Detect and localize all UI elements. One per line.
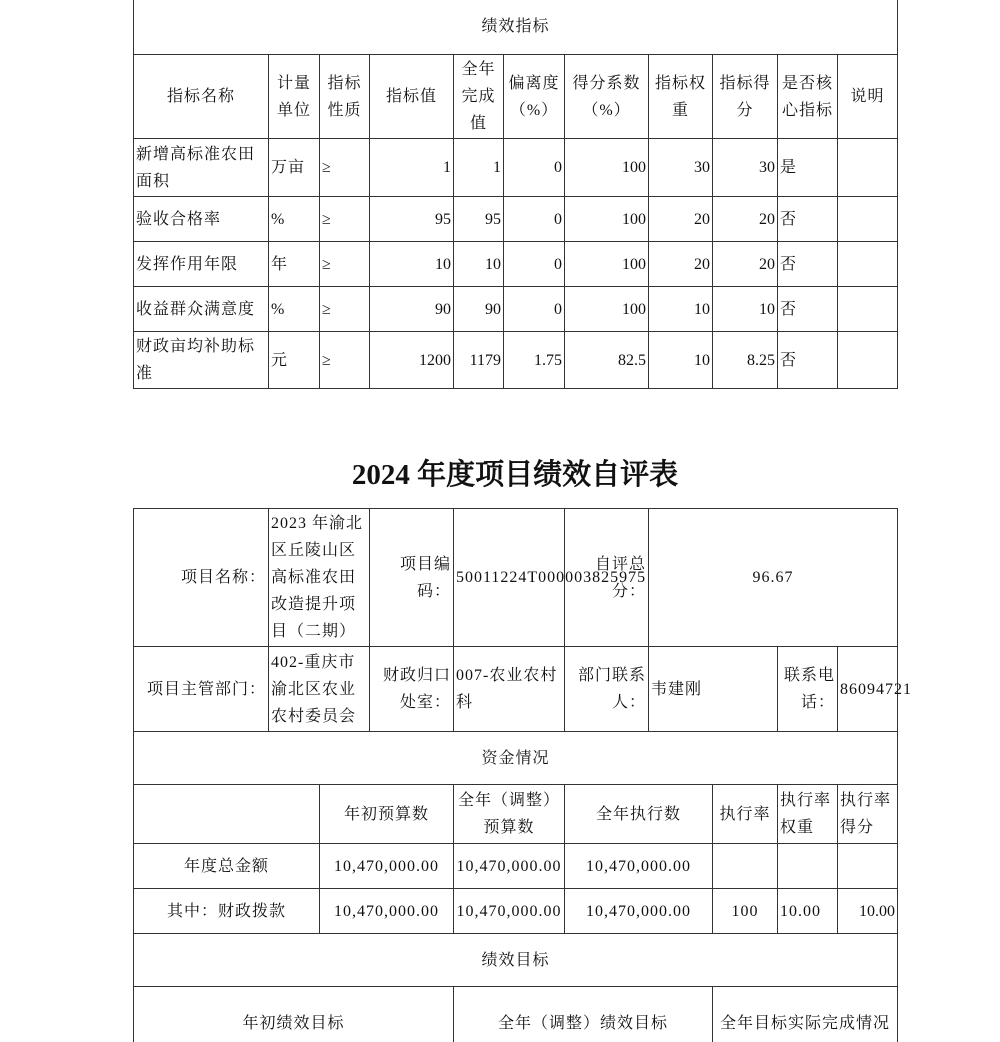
funds-cell-text: 10,470,000.00	[334, 902, 439, 920]
funds-cell	[319, 843, 454, 889]
goals-header	[453, 986, 713, 1042]
funds-cell	[564, 888, 713, 934]
indicator-cell-text: 财政亩均补助标准	[136, 338, 256, 382]
funds-header-text: 执行率权重	[780, 792, 832, 836]
indicator-cell-text: 1	[493, 159, 501, 176]
indicators-section-title-text: 绩效指标	[481, 18, 550, 35]
project-code-value-text: 50011224T000003825975	[456, 569, 647, 586]
indicator-cell-text: 是	[780, 159, 798, 176]
indicator-cell	[369, 331, 454, 389]
indicator-cell-text: ≥	[322, 159, 332, 176]
funds-section-title-text: 资金情况	[481, 749, 550, 767]
indicator-cell-text: 82.5	[618, 351, 646, 369]
indicator-cell	[648, 138, 713, 197]
funds-cell-text: 100	[731, 902, 759, 920]
funds-header-text: 执行率得分	[840, 792, 892, 836]
funds-cell	[712, 843, 778, 889]
funds-header	[319, 784, 454, 844]
indicator-cell	[133, 331, 269, 389]
project-code-label-text: 项目编码：	[399, 555, 451, 600]
indicator-cell-text: 1	[443, 159, 451, 176]
indicator-header	[369, 54, 454, 139]
indicator-cell-text: %	[271, 210, 286, 228]
funds-header	[712, 784, 778, 844]
dept-value	[268, 646, 370, 732]
indicator-cell-text: 100	[622, 255, 646, 273]
form-title: 2024 年度项目绩效自评表	[351, 459, 679, 491]
indicator-cell-text: %	[271, 300, 286, 318]
indicator-cell	[503, 138, 565, 197]
indicator-header-text: 计量单位	[276, 74, 311, 119]
funds-cell	[837, 888, 898, 934]
indicator-cell	[777, 138, 838, 197]
indicator-cell	[712, 196, 778, 242]
indicator-cell	[777, 331, 838, 389]
indicator-cell	[453, 196, 504, 242]
phone-value-text: 86094721	[840, 680, 912, 698]
indicator-header-text: 说明	[850, 88, 885, 105]
indicator-cell	[564, 138, 649, 197]
project-name-label	[133, 508, 269, 647]
indicator-cell-text: 10	[759, 300, 775, 318]
indicator-header-text: 全年完成值	[461, 61, 496, 132]
indicator-cell-text: ≥	[322, 210, 332, 228]
funds-cell-text: 10,470,000.00	[456, 857, 562, 875]
indicator-cell-text: 30	[759, 159, 775, 176]
indicator-cell-text: 否	[780, 351, 798, 369]
indicator-cell-text: 0	[554, 210, 562, 228]
funds-header	[777, 784, 838, 844]
contact-value	[648, 646, 778, 732]
funds-cell-text: 10.00	[859, 902, 895, 920]
indicator-cell-text: 收益群众满意度	[136, 300, 256, 318]
contact-label-text: 部门联系人：	[577, 667, 646, 711]
dept-value-text: 402-重庆市渝北区农业农村委员会	[271, 653, 357, 725]
dept-label-text: 项目主管部门：	[146, 680, 266, 698]
project-name-value-text: 2023 年渝北区丘陵山区高标准农田改造提升项目（二期）	[271, 515, 364, 640]
indicator-cell	[648, 331, 713, 389]
funds-cell	[319, 888, 454, 934]
indicator-cell	[777, 241, 838, 287]
funds-cell-text: 10.00	[780, 902, 821, 920]
indicator-header-text: 指标性质	[327, 74, 362, 119]
goals-header-text: 年初绩效目标	[242, 1015, 345, 1032]
indicator-cell-text: 100	[622, 210, 646, 228]
contact-value-text: 韦建刚	[651, 680, 703, 698]
funds-header-text: 全年（调整）预算数	[457, 792, 560, 836]
indicator-header	[837, 54, 898, 139]
funds-cell	[712, 888, 778, 934]
funds-cell	[453, 843, 565, 889]
funds-header	[453, 784, 565, 844]
indicator-cell	[837, 241, 898, 287]
indicator-cell	[453, 241, 504, 287]
indicator-cell-text: 否	[780, 255, 798, 273]
indicator-cell-text: 否	[780, 300, 798, 318]
funds-cell-text: 年度总金额	[183, 857, 269, 875]
indicator-cell	[133, 138, 269, 197]
funds-cell-text: 10,470,000.00	[456, 902, 562, 920]
indicator-header	[564, 54, 649, 139]
score-value-text: 96.67	[752, 569, 794, 586]
indicators-section-title	[133, 0, 898, 55]
phone-label-text: 联系电话：	[783, 667, 835, 711]
indicator-cell-text: 10	[435, 255, 451, 273]
indicator-cell-text: 1179	[469, 351, 501, 369]
indicator-header	[133, 54, 269, 139]
indicator-cell	[837, 138, 898, 197]
indicator-cell-text: 否	[780, 210, 798, 228]
indicator-cell-text: 100	[622, 300, 646, 318]
indicator-header	[319, 54, 370, 139]
indicator-cell	[503, 196, 565, 242]
indicator-cell-text: 0	[554, 159, 562, 176]
indicator-cell	[133, 286, 269, 332]
funds-cell	[564, 843, 713, 889]
indicator-cell	[837, 331, 898, 389]
contact-label	[564, 646, 649, 732]
funds-cell-text: 10,470,000.00	[334, 857, 439, 875]
indicator-header	[777, 54, 838, 139]
indicator-cell-text: 元	[271, 351, 289, 369]
indicator-cell-text: 新增高标准农田面积	[136, 145, 256, 190]
indicator-cell	[133, 196, 269, 242]
indicator-cell	[268, 196, 320, 242]
indicator-cell-text: 95	[485, 210, 501, 228]
goals-header-text: 全年目标实际完成情况	[719, 1015, 890, 1032]
goals-header	[712, 986, 898, 1042]
indicator-cell	[564, 286, 649, 332]
indicator-cell-text: 0	[554, 255, 562, 273]
indicator-cell	[453, 286, 504, 332]
funds-header	[837, 784, 898, 844]
indicator-cell-text: 发挥作用年限	[136, 255, 239, 273]
indicator-cell-text: 20	[759, 255, 775, 273]
indicator-cell	[777, 286, 838, 332]
indicator-cell-text: 8.25	[747, 351, 775, 369]
funds-cell	[133, 888, 320, 934]
indicator-cell	[648, 286, 713, 332]
indicator-cell	[503, 286, 565, 332]
indicator-cell-text: 10	[485, 255, 501, 273]
indicator-header	[712, 54, 778, 139]
indicator-cell	[453, 138, 504, 197]
indicator-cell-text: 10	[694, 351, 710, 369]
funds-cell-text: 其中：财政拨款	[166, 902, 286, 920]
indicator-cell	[268, 138, 320, 197]
funds-cell	[777, 843, 838, 889]
indicator-cell-text: 30	[694, 159, 710, 176]
dept-label	[133, 646, 269, 732]
indicator-header	[453, 54, 504, 139]
indicator-cell-text: 90	[435, 300, 451, 318]
indicator-cell	[133, 241, 269, 287]
indicator-cell-text: 0	[554, 300, 562, 318]
goals-section-title-text: 绩效目标	[481, 951, 550, 969]
indicator-cell	[712, 331, 778, 389]
indicator-cell	[837, 196, 898, 242]
indicator-header-text: 得分系数（%）	[572, 74, 641, 119]
indicator-cell	[369, 241, 454, 287]
funds-header-text: 执行率	[719, 805, 771, 823]
funds-header-text: 年初预算数	[343, 805, 429, 823]
indicator-cell	[319, 331, 370, 389]
indicator-header-text: 指标得分	[719, 74, 771, 119]
funds-cell-text: 10,470,000.00	[586, 902, 691, 920]
indicator-cell	[319, 138, 370, 197]
indicator-cell	[503, 241, 565, 287]
funds-cell	[133, 843, 320, 889]
indicator-cell-text: 10	[694, 300, 710, 318]
indicator-cell-text: ≥	[322, 351, 332, 369]
score-value	[648, 508, 898, 647]
finance-label-text: 财政归口处室：	[382, 667, 451, 711]
indicator-cell-text: 20	[694, 255, 710, 273]
finance-label	[369, 646, 454, 732]
goals-header	[133, 986, 454, 1042]
funds-cell-text: 10,470,000.00	[586, 857, 691, 875]
indicator-cell	[712, 241, 778, 287]
indicator-cell-text: 20	[694, 210, 710, 228]
indicator-cell	[564, 331, 649, 389]
indicator-cell	[369, 286, 454, 332]
finance-value	[453, 646, 565, 732]
indicator-header-text: 指标值	[385, 88, 437, 105]
indicator-cell	[564, 241, 649, 287]
phone-label	[777, 646, 838, 732]
indicator-header	[648, 54, 713, 139]
funds-header-text: 全年执行数	[595, 805, 681, 823]
score-label	[564, 508, 649, 647]
indicator-cell	[319, 241, 370, 287]
indicator-cell	[319, 196, 370, 242]
indicator-cell	[453, 331, 504, 389]
funds-section-title	[133, 731, 898, 785]
project-code-label	[369, 508, 454, 647]
goals-section-title	[133, 933, 898, 987]
indicator-cell	[268, 241, 320, 287]
indicator-header-text: 指标名称	[166, 88, 235, 105]
indicator-cell-text: 万亩	[271, 159, 306, 176]
project-name-label-text: 项目名称：	[180, 569, 266, 586]
indicator-cell	[712, 286, 778, 332]
project-name-value	[268, 508, 370, 647]
indicator-cell	[777, 196, 838, 242]
indicator-cell-text: 年	[271, 255, 289, 273]
phone-value	[837, 646, 912, 732]
indicator-cell	[319, 286, 370, 332]
indicator-cell-text: 1.75	[534, 351, 562, 369]
score-label-text: 自评总分：	[594, 555, 646, 600]
funds-cell	[777, 888, 838, 934]
indicator-cell	[648, 196, 713, 242]
indicator-cell-text: 100	[622, 159, 646, 176]
indicator-cell	[837, 286, 898, 332]
indicator-header	[268, 54, 320, 139]
indicator-cell-text: 20	[759, 210, 775, 228]
indicator-cell-text: 95	[435, 210, 451, 228]
indicator-cell-text: 验收合格率	[136, 210, 222, 228]
funds-cell	[837, 843, 898, 889]
indicator-cell	[648, 241, 713, 287]
indicator-cell-text: ≥	[322, 255, 332, 273]
indicator-header	[503, 54, 565, 139]
indicator-cell	[503, 331, 565, 389]
indicator-cell-text: 1200	[419, 351, 451, 369]
indicator-header-text: 是否核心指标	[781, 74, 833, 119]
indicator-cell	[564, 196, 649, 242]
funds-cell	[453, 888, 565, 934]
indicator-cell	[369, 196, 454, 242]
funds-header	[133, 784, 320, 844]
funds-header	[564, 784, 713, 844]
indicator-cell	[268, 331, 320, 389]
indicator-cell-text: ≥	[322, 300, 332, 318]
indicator-cell-text: 90	[485, 300, 501, 318]
indicator-cell	[268, 286, 320, 332]
indicator-cell	[369, 138, 454, 197]
indicator-header-text: 偏离度（%）	[508, 74, 560, 119]
indicator-cell	[712, 138, 778, 197]
finance-value-text: 007-农业农村科	[456, 667, 558, 711]
goals-header-text: 全年（调整）绩效目标	[497, 1015, 668, 1032]
indicator-header-text: 指标权重	[654, 74, 706, 119]
